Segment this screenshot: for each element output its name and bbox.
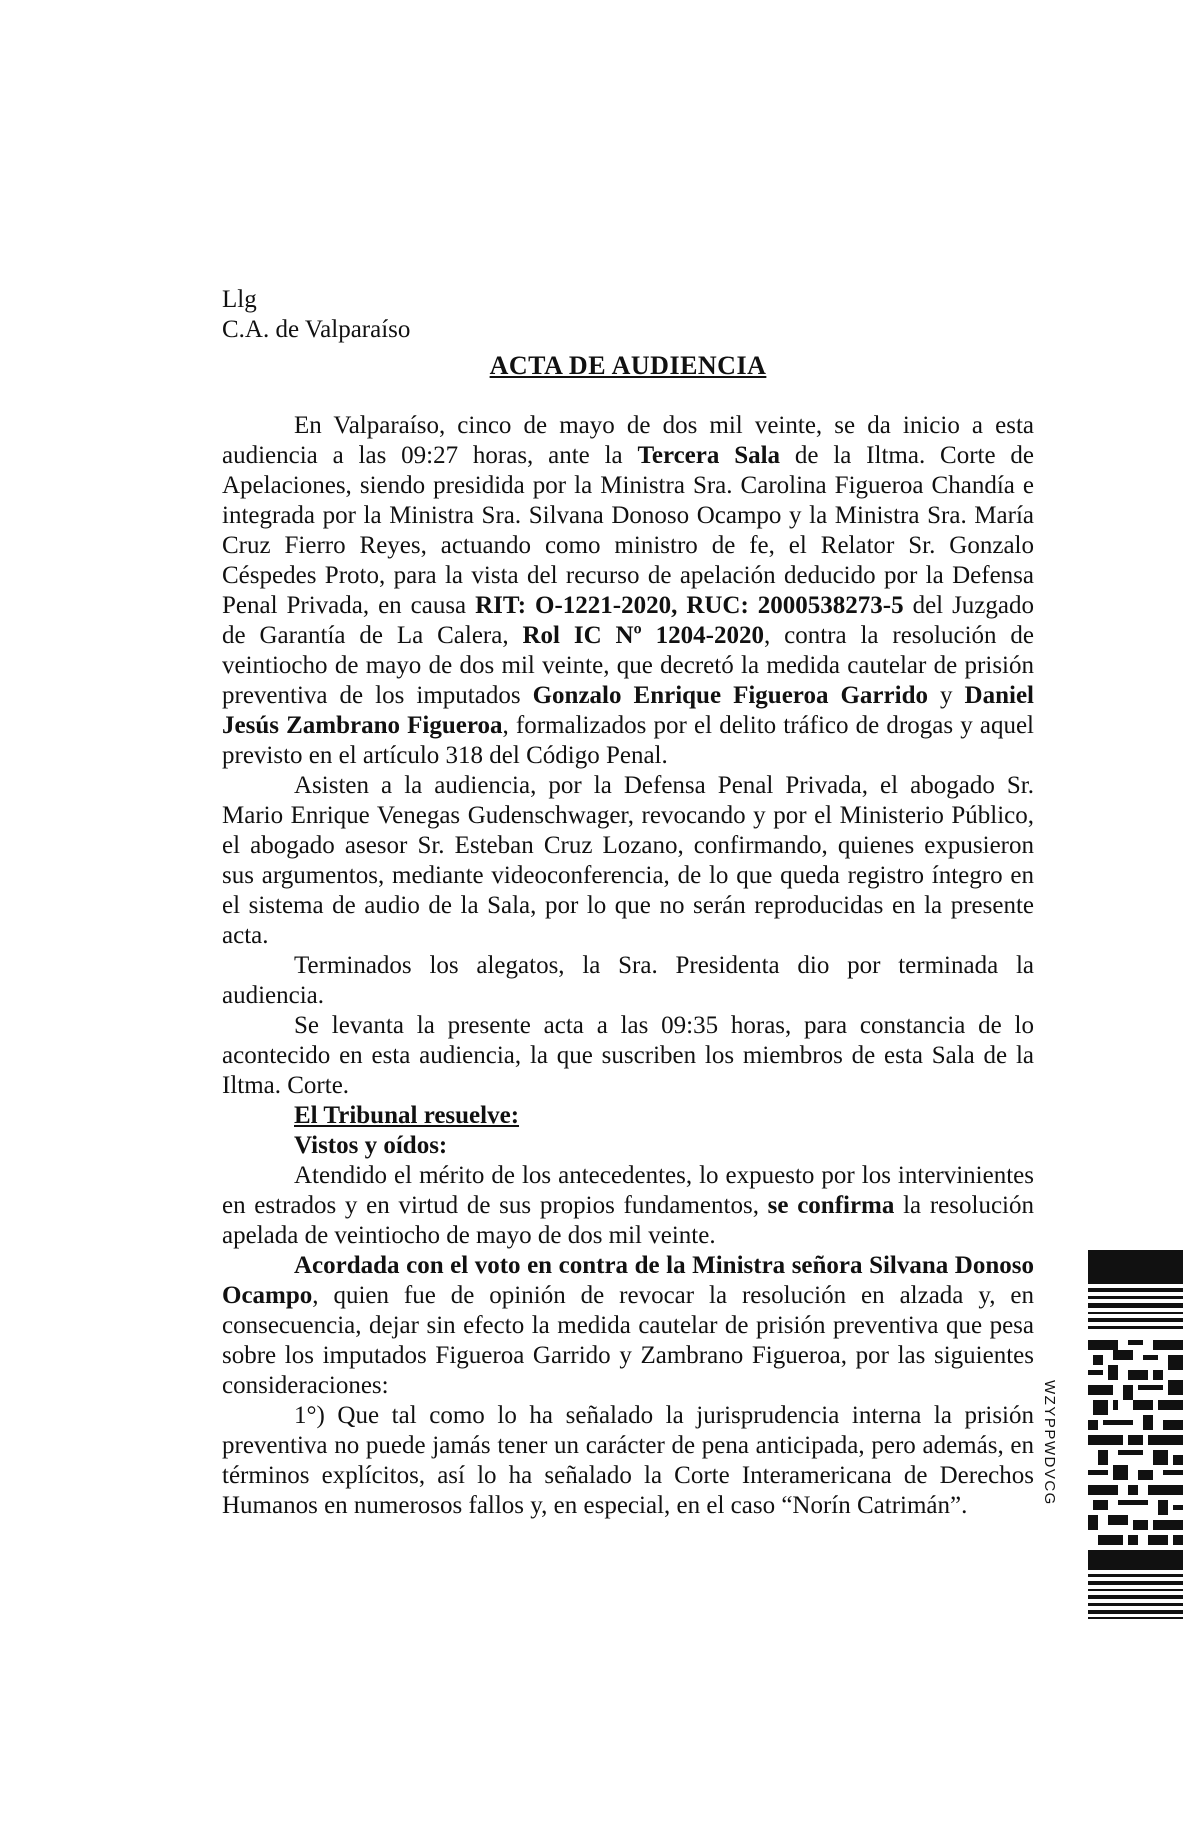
case-rol: Rol IC Nº 1204-2020	[522, 622, 765, 649]
barcode-bars-top	[1088, 1250, 1183, 1330]
verification-barcode	[1088, 1250, 1183, 1620]
paragraph-dissent: Acordada con el voto en contra de la Ministra señora Silvana Donoso Ocampo, quien fue de opinión de revocar la resolución en alzada y, en consecuencia, dejar sin efecto la medida cautelar de prisión preventiva que pesa sobre los imputados Figueroa Garrido y Zambrano Figueroa, por las siguientes consideraciones:	[222, 1252, 1034, 1399]
resolve-heading: El Tribunal resuelve:	[294, 1102, 520, 1129]
page-title: ACTA DE AUDIENCIA	[489, 351, 767, 380]
defendant-1: Gonzalo Enrique Figueroa Garrido	[532, 682, 928, 709]
vistos-heading: Vistos y oídos:	[294, 1132, 448, 1159]
document-page	[222, 285, 1034, 1521]
paragraph-closing-arguments: Terminados los alegatos, la Sra. Presidenta dio por terminada la audiencia.	[222, 952, 1034, 1009]
paragraph-consideration-1: 1°) Que tal como lo ha señalado la jurisprudencia interna la prisión preventiva no puede jamás tener un carácter de pena anticipada, pero además, en términos explícitos, así lo ha señalado la Corte Interamericana de Derechos Humanos en numerosos fallos y, en especial, en el caso “Norín Catrimán”.	[222, 1402, 1034, 1519]
header-court: C.A. de Valparaíso	[222, 316, 411, 343]
sala-name: Tercera Sala	[637, 442, 781, 469]
paragraph-adjournment: Se levanta la presente acta a las 09:35 horas, para constancia de lo acontecido en esta audiencia, la que suscriben los miembros de esta Sala de la Iltma. Corte.	[222, 1012, 1034, 1099]
case-rit-ruc: RIT: O-1221-2020, RUC: 2000538273-5	[475, 592, 904, 619]
paragraph-resolution: Atendido el mérito de los antecedentes, lo expuesto por los intervinientes en estrados y en virtud de sus propios fundamentos, se confirma la resolución apelada de veintiocho de mayo de dos mil veinte.	[222, 1162, 1034, 1249]
paragraph-attendees: Asisten a la audiencia, por la Defensa Penal Privada, el abogado Sr. Mario Enrique Venegas Gudenschwager, revocando y por el Ministerio Público, el abogado asesor Sr. Esteban Cruz Lozano, confirmando, quienes expusieron sus argumentos, mediante videoconferencia, de lo que queda registro íntegro en el sistema de audio de la Sala, por lo que no serán reproducidas en la presente acta.	[222, 772, 1034, 949]
defendant-2: Daniel Jesús Zambrano Figueroa	[222, 682, 1034, 739]
resolution-verdict: se confirma	[767, 1192, 895, 1219]
barcode-bars-bottom	[1088, 1550, 1183, 1620]
paragraph-opening: En Valparaíso, cinco de mayo de dos mil veinte, se da inicio a esta audiencia a las 09:27 horas, ante la Tercera Sala de la Iltma. Corte de Apelaciones, siendo presidida por la Ministra Sra. Carolina Figueroa Chandía e integrada por la Ministra Sra. Silvana Donoso Ocampo y la Ministra Sra. María Cruz Fierro Reyes, actuando como ministro de fe, el Relator Sr. Gonzalo Céspedes Proto, para la vista del recurso de apelación deducido por la Defensa Penal Privada, en causa RIT: O-1221-2020, RUC: 2000538273-5 del Juzgado de Garantía de La Calera, Rol IC Nº 1204-2020, contra la resolución de veintiocho de mayo de dos mil veinte, que decretó la medida cautelar de prisión preventiva de los imputados Gonzalo Enrique Figueroa Garrido y Daniel Jesús Zambrano Figueroa, formalizados por el delito tráfico de drogas y aquel previsto en el artículo 318 del Código Penal.	[222, 412, 1034, 769]
dissent-note: Acordada con el voto en contra de la Ministra señora Silvana Donoso Ocampo	[222, 1252, 1034, 1309]
qr-code-matrix	[1088, 1340, 1183, 1545]
verification-code: WZYPPWDVCG	[1041, 1380, 1058, 1506]
header-initials: Llg	[222, 286, 257, 313]
